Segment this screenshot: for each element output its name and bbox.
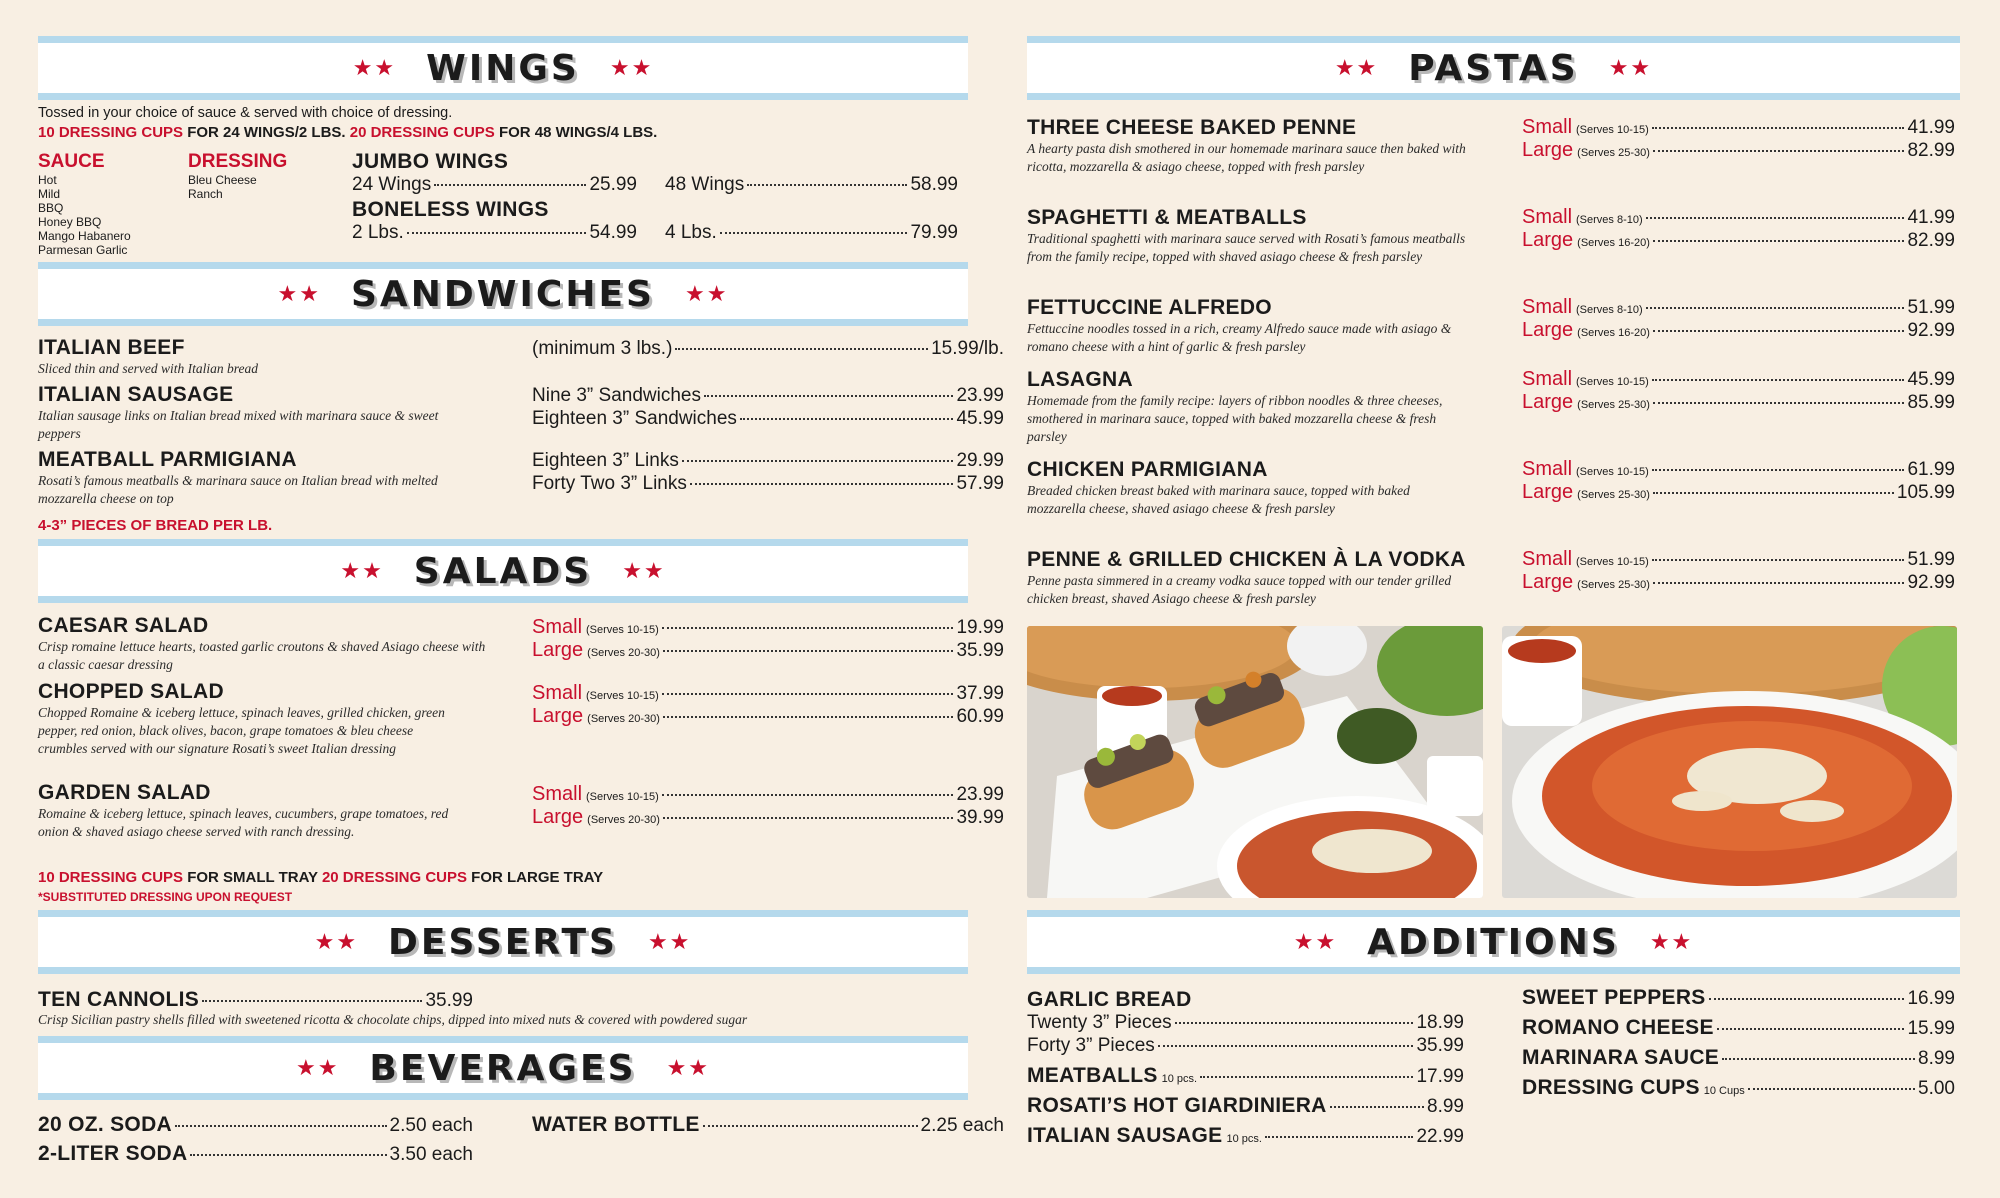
salad-price-large: Large (Serves 20-30) 60.99 (532, 705, 1004, 727)
dressing-option: Bleu Cheese (188, 173, 257, 187)
dressing-block (188, 151, 287, 201)
salad-item (38, 680, 458, 758)
additions-banner (1027, 910, 1960, 974)
garlic-bread (1027, 988, 1464, 1058)
sandwich-name: MEATBALL PARMIGIANA (38, 448, 297, 471)
addition-line: SWEET PEPPERS 16.99 (1522, 986, 1955, 1009)
addition-line: ROSATI’S HOT GIARDINIERA 8.99 (1027, 1094, 1464, 1117)
sandwich-bread-note: 4-3” PIECES OF BREAD PER LB. (38, 517, 273, 534)
pasta-price-large: Large (Serves 25-30) 92.99 (1522, 571, 1955, 593)
pasta-desc: Breaded chicken breast baked with marinara sauce, topped with baked mozzarella cheese, shaved asiago cheese & fresh parsley (1027, 483, 1410, 516)
pastas-title: PASTAS (1408, 47, 1579, 89)
pasta-name: PENNE & GRILLED CHICKEN À LA VODKA (1027, 548, 1466, 571)
cups-b: 20 DRESSING CUPS (349, 124, 495, 141)
salads-title: SALADS (413, 550, 593, 592)
sandwich-price-line: (minimum 3 lbs.) 15.99/lb. (532, 338, 1004, 359)
salad-cups-note (38, 869, 603, 886)
pastas-banner (1027, 36, 1960, 100)
cups-a: 10 DRESSING CUPS (38, 869, 184, 886)
beverage-line: 20 OZ. SODA 2.50 each (38, 1113, 473, 1136)
sauce-option: Parmesan Garlic (38, 243, 128, 257)
addition-line: DRESSING CUPS 10 Cups 5.00 (1522, 1076, 1955, 1099)
cups-b: 20 DRESSING CUPS (321, 869, 467, 886)
jumbo-price-2: 48 Wings 58.99 (665, 174, 958, 195)
salad-price-small: Small (Serves 10-15) 37.99 (532, 682, 1004, 704)
cups-a: 10 DRESSING CUPS (38, 124, 184, 141)
salad-prices (532, 682, 1004, 728)
salads-banner (38, 539, 968, 603)
salad-name: CHOPPED SALAD (38, 680, 224, 703)
pasta-prices (1522, 368, 1955, 414)
additions-left-list (1027, 1064, 1464, 1154)
sauce-block (38, 151, 131, 257)
pasta-price-large: Large (Serves 25-30) 82.99 (1522, 139, 1955, 161)
pasta-price-large: Large (Serves 16-20) 92.99 (1522, 319, 1955, 341)
sandwich-price-line: Eighteen 3” Sandwiches 45.99 (532, 408, 1004, 429)
stars-icon: ★★ (609, 55, 654, 81)
sandwich-desc: Sliced thin and served with Italian bread (38, 361, 258, 376)
boneless-price-1: 2 Lbs. 54.99 (352, 222, 637, 243)
stars-icon: ★★ (295, 1055, 340, 1081)
sauce-header: SAUCE (38, 151, 105, 172)
sandwich-desc: Italian sausage links on Italian bread mixed with marinara sauce & sweet peppers (38, 408, 439, 441)
dressing-header: DRESSING (188, 151, 288, 172)
pasta-prices (1522, 206, 1955, 252)
beverage-list (38, 1113, 473, 1171)
pasta-item (1027, 206, 1467, 266)
cups-a-text: FOR 24 WINGS/2 LBS. (183, 124, 350, 141)
salad-desc: Crisp romaine lettuce hearts, toasted garlic croutons & shaved Asiago cheese with a classic caesar dressing (38, 639, 486, 672)
pasta-item (1027, 368, 1467, 446)
stars-icon: ★★ (1334, 55, 1379, 81)
pasta-price-small: Small (Serves 10-15) 45.99 (1522, 368, 1955, 390)
pasta-name: SPAGHETTI & MEATBALLS (1027, 206, 1307, 229)
cups-a-text: FOR SMALL TRAY (183, 869, 322, 886)
stars-icon: ★★ (666, 1055, 711, 1081)
jumbo-price-1: 24 Wings 25.99 (352, 174, 637, 195)
salad-item (38, 614, 488, 674)
addition-line: ROMANO CHEESE 15.99 (1522, 1016, 1955, 1039)
stars-icon: ★★ (647, 929, 692, 955)
stars-icon: ★★ (340, 558, 384, 584)
jumbo-wings-name: JUMBO WINGS (352, 150, 509, 173)
pasta-desc: Fettuccine noodles tossed in a rich, creamy Alfredo sauce made with asiago & romano cheese with a hint of garlic & fresh parsley (1027, 321, 1452, 354)
salad-prices (532, 616, 1004, 662)
boneless-price-2: 4 Lbs. 79.99 (665, 222, 958, 243)
pasta-desc: A hearty pasta dish smothered in our homemade marinara sauce then baked with ricotta, mozzarella & asiago cheese, topped with fresh parsley (1027, 141, 1466, 174)
pasta-name: CHICKEN PARMIGIANA (1027, 458, 1268, 481)
dressing-list (188, 173, 287, 201)
pasta-price-small: Small (Serves 8-10) 51.99 (1522, 296, 1955, 318)
wings-title: WINGS (426, 47, 580, 89)
garlic-bread-price-2: Forty 3” Pieces 35.99 (1027, 1035, 1464, 1056)
sandwich-prices (532, 338, 1004, 361)
sandwich-item (38, 383, 478, 443)
jumbo-wings (352, 150, 968, 197)
sauce-option: Mild (38, 187, 61, 201)
dessert-desc: Crisp Sicilian pastry shells filled with sweetened ricotta & chocolate chips, dipped into mixed nuts & covered with powdered sugar (38, 1012, 748, 1027)
dressing-option: Ranch (188, 187, 223, 201)
pasta-price-large: Large (Serves 25-30) 105.99 (1522, 481, 1955, 503)
pasta-prices (1522, 296, 1955, 342)
pasta-price-small: Small (Serves 10-15) 41.99 (1522, 116, 1955, 138)
stars-icon: ★★ (352, 55, 397, 81)
pasta-item (1027, 296, 1467, 356)
stars-icon: ★★ (1293, 929, 1338, 955)
pasta-price-large: Large (Serves 25-30) 85.99 (1522, 391, 1955, 413)
pasta-item (1027, 116, 1467, 176)
sandwich-name: ITALIAN BEEF (38, 336, 185, 359)
pasta-prices (1522, 548, 1955, 594)
addition-line: MEATBALLS 10 pcs. 17.99 (1027, 1064, 1464, 1087)
pasta-price-small: Small (Serves 8-10) 41.99 (1522, 206, 1955, 228)
pasta-name: LASAGNA (1027, 368, 1133, 391)
additions-right-list (1522, 986, 1955, 1106)
sandwiches-banner (38, 262, 968, 326)
sauce-option: BBQ (38, 201, 64, 215)
desserts-title: DESSERTS (388, 921, 618, 963)
pasta-item (1027, 548, 1467, 608)
sandwich-item (38, 336, 498, 378)
salad-price-large: Large (Serves 20-30) 35.99 (532, 639, 1004, 661)
beverage-list (532, 1113, 1004, 1142)
wings-intro: Tossed in your choice of sauce & served with choice of dressing. (38, 105, 453, 121)
pasta-prices (1522, 116, 1955, 162)
pasta-price-large: Large (Serves 16-20) 82.99 (1522, 229, 1955, 251)
pasta-item (1027, 458, 1467, 518)
beverages-banner (38, 1036, 968, 1100)
sauce-option: Hot (38, 173, 57, 187)
sandwich-tray-image (1027, 626, 1483, 898)
penne-tray-photo (1502, 626, 1957, 898)
additions-title: ADDITIONS (1367, 921, 1620, 963)
pasta-name: FETTUCCINE ALFREDO (1027, 296, 1272, 319)
stars-icon: ★★ (684, 281, 729, 307)
stars-icon: ★★ (1608, 55, 1653, 81)
salad-name: GARDEN SALAD (38, 781, 211, 804)
pasta-price-small: Small (Serves 10-15) 61.99 (1522, 458, 1955, 480)
sandwich-prices (532, 385, 1004, 431)
boneless-wings-name: BONELESS WINGS (352, 198, 549, 221)
wings-cups-note (38, 124, 657, 141)
stars-icon: ★★ (277, 281, 321, 307)
sandwich-tray-photo (1027, 626, 1483, 898)
addition-line: ITALIAN SAUSAGE 10 pcs. 22.99 (1027, 1124, 1464, 1147)
garlic-bread-name: GARLIC BREAD (1027, 988, 1192, 1011)
beverages-title: BEVERAGES (369, 1047, 637, 1089)
beverage-line: WATER BOTTLE 2.25 each (532, 1113, 1004, 1136)
sandwich-name: ITALIAN SAUSAGE (38, 383, 234, 406)
salad-price-small: Small (Serves 10-15) 23.99 (532, 783, 1004, 805)
salad-item (38, 781, 458, 841)
cups-b-text: FOR LARGE TRAY (467, 869, 604, 886)
sandwich-price-line: Eighteen 3” Links 29.99 (532, 450, 1004, 471)
dessert-price-line: TEN CANNOLIS 35.99 (38, 988, 473, 1011)
dessert-item (38, 988, 938, 1029)
sauce-option: Honey BBQ (38, 215, 102, 229)
boneless-wings (352, 198, 968, 245)
pasta-price-small: Small (Serves 10-15) 51.99 (1522, 548, 1955, 570)
pasta-name: THREE CHEESE BAKED PENNE (1027, 116, 1357, 139)
desserts-banner (38, 910, 968, 974)
stars-icon: ★★ (314, 929, 359, 955)
sandwich-desc: Rosati’s famous meatballs & marinara sauce on Italian bread with melted mozzarella cheese on top (38, 473, 438, 506)
pasta-desc: Traditional spaghetti with marinara sauce served with Rosati’s famous meatballs from the family recipe, topped with shaved asiago cheese & fresh parsley (1027, 231, 1466, 264)
sandwiches-title: SANDWICHES (351, 273, 655, 315)
pasta-desc: Homemade from the family recipe: layers of ribbon noodles & three cheeses, smothered in marinara sauce, topped with baked mozzarella cheese & fresh parsley (1027, 393, 1443, 444)
garlic-bread-price-1: Twenty 3” Pieces 18.99 (1027, 1012, 1464, 1033)
wings-banner (38, 36, 968, 100)
salad-desc: Romaine & iceberg lettuce, spinach leaves, cucumbers, grape tomatoes, red onion & shaved asiago cheese served with ranch dressing. (38, 806, 449, 839)
salad-price-large: Large (Serves 20-30) 39.99 (532, 806, 1004, 828)
salad-price-small: Small (Serves 10-15) 19.99 (532, 616, 1004, 638)
sandwich-price-line: Forty Two 3” Links 57.99 (532, 473, 1004, 494)
sauce-list (38, 173, 131, 257)
penne-tray-image (1502, 626, 1957, 898)
beverage-line: 2-LITER SODA 3.50 each (38, 1142, 473, 1165)
substitution-note: *SUBSTITUTED DRESSING UPON REQUEST (38, 890, 293, 904)
salad-prices (532, 783, 1004, 829)
salad-name: CAESAR SALAD (38, 614, 209, 637)
addition-line: MARINARA SAUCE 8.99 (1522, 1046, 1955, 1069)
sandwich-price-line: Nine 3” Sandwiches 23.99 (532, 385, 1004, 406)
sandwich-item (38, 448, 478, 508)
stars-icon: ★★ (1649, 929, 1694, 955)
sandwich-prices (532, 450, 1004, 496)
salad-desc: Chopped Romaine & iceberg lettuce, spinach leaves, grilled chicken, green pepper, red onion, black olives, bacon, grape tomatoes & bleu cheese crumbles served with our signature Rosati’s sweet Italian dressing (38, 705, 445, 756)
cups-b-text: FOR 48 WINGS/4 LBS. (494, 124, 658, 141)
sauce-option: Mango Habanero (38, 229, 131, 243)
pasta-desc: Penne pasta simmered in a creamy vodka sauce topped with our tender grilled chicken breast, shaved Asiago cheese & fresh parsley (1027, 573, 1452, 606)
pasta-prices (1522, 458, 1955, 504)
stars-icon: ★★ (622, 558, 666, 584)
